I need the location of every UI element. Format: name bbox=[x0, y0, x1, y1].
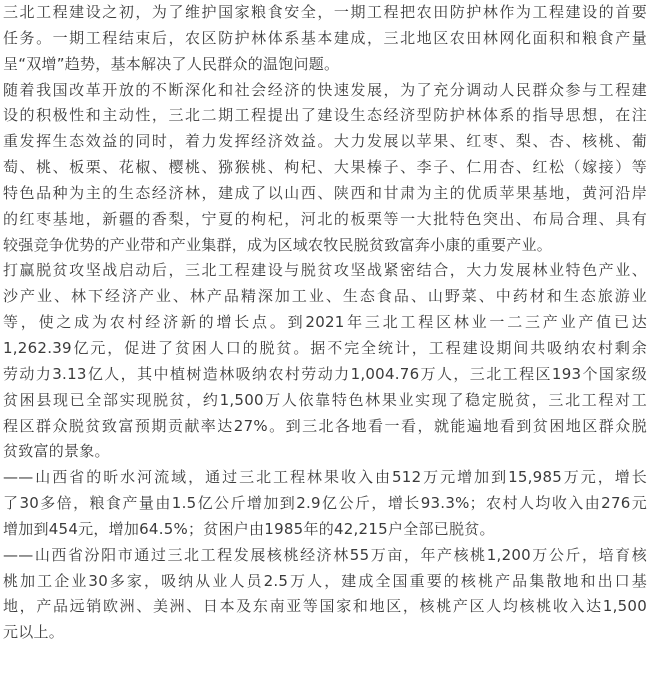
text-line: 设的积极性和主动性，三北二期工程提出了建设生态经济型防护林体系的指导思想，在注 bbox=[3, 106, 647, 125]
text-line: 贫致富的景象。 bbox=[3, 442, 110, 461]
paragraph-2 bbox=[3, 78, 647, 259]
paragraph-5 bbox=[3, 543, 647, 646]
text-line: 地，产品远销欧洲、美洲、日本及东南亚等国家和地区，核桃产区人均核桃收入达1,500 bbox=[3, 597, 647, 616]
text-line: 随着我国改革开放的不断深化和社会经济的快速发展，为了充分调动人民群众参与工程建 bbox=[3, 80, 647, 99]
text-line: 元以上。 bbox=[3, 623, 65, 642]
text-line: 打赢脱贫攻坚战启动后，三北工程建设与脱贫攻坚战紧密结合，大力发展林业特色产业、 bbox=[3, 261, 647, 280]
text-line: ——山西省汾阳市通过三北工程发展核桃经济林55万亩，年产核桃1,200万公斤，培育核 bbox=[3, 545, 647, 564]
text-line: 贫困县现已全部实现脱贫，约1,500万人依靠特色林果业实现了稳定脱贫，三北工程对工 bbox=[3, 390, 647, 409]
paragraph-4 bbox=[3, 465, 647, 543]
paragraph-1 bbox=[3, 0, 647, 78]
article-body bbox=[3, 0, 647, 646]
text-line: 较强竞争优势的产业带和产业集群，成为区域农牧民脱贫致富奔小康的重要产业。 bbox=[3, 235, 553, 254]
text-line: 特色品种为主的生态经济林，建成了以山西、陕西和甘肃为主的优质苹果基地，黄河沿岸 bbox=[3, 183, 647, 202]
text-line: 劳动力3.13亿人，其中植树造林吸纳农村劳动力1,004.76万人，三北工程区193个国家级 bbox=[3, 364, 647, 383]
text-line: 的红枣基地，新疆的香梨，宁夏的枸杞，河北的板栗等一大批特色突出、布局合理、具有 bbox=[3, 209, 647, 228]
text-line: 桃加工企业30多家，吸纳从业人员2.5万人，建成全国重要的核桃产品集散地和出口基 bbox=[3, 571, 647, 590]
text-line: 重发挥生态效益的同时，着力发挥经济效益。大力发展以苹果、红枣、梨、杏、核桃、葡 bbox=[3, 132, 647, 151]
text-line: 三北工程建设之初，为了维护国家粮食安全，一期工程把农田防护林作为工程建设的首要 bbox=[3, 3, 647, 21]
text-line: 任务。一期工程结束后，农区防护林体系基本建成，三北地区农田林网化面积和粮食产量 bbox=[3, 28, 647, 47]
text-line: 等，使之成为农村经济新的增长点。到2021年三北工程区林业一二三产业产值已达 bbox=[3, 313, 647, 332]
text-line: 萄、桃、板栗、花椒、樱桃、猕猴桃、枸杞、大果榛子、李子、仁用杏、红松（嫁接）等 bbox=[3, 158, 647, 177]
text-line: 程区群众脱贫致富预期贡献率达27%。到三北各地看一看，就能遍地看到贫困地区群众脱 bbox=[3, 416, 647, 435]
text-line: 了30多倍，粮食产量由1.5亿公斤增加到2.9亿公斤，增长93.3%；农村人均收入由276元 bbox=[3, 494, 647, 513]
paragraph-3 bbox=[3, 258, 647, 465]
text-line: 增加到454元，增加64.5%；贫困户由1985年的42,215户全部已脱贫。 bbox=[3, 519, 495, 538]
text-line: 沙产业、林下经济产业、林产品精深加工业、生态食品、山野菜、中药材和生态旅游业 bbox=[3, 287, 647, 306]
text-line: 1,262.39亿元，促进了贫困人口的脱贫。据不完全统计，工程建设期间共吸纳农村剩余 bbox=[3, 338, 647, 357]
text-line: ——山西省的昕水河流域，通过三北工程林果收入由512万元增加到15,985万元，增长 bbox=[3, 468, 647, 487]
text-line: 呈“双增”趋势，基本解决了人民群众的温饱问题。 bbox=[3, 54, 340, 73]
